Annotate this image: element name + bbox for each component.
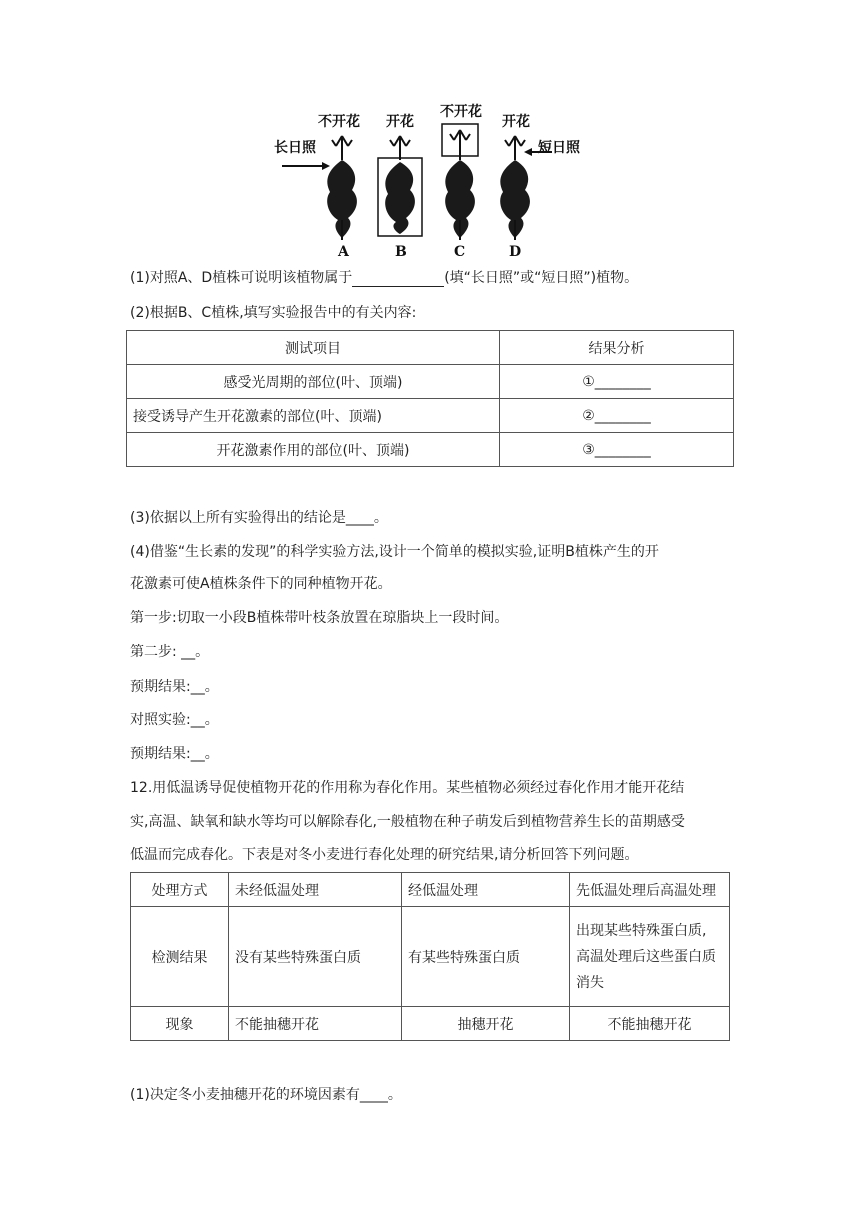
question-12-line3 — [130, 840, 730, 870]
q1-prefix: (1)对照A、D植株可说明该植物属于 — [130, 270, 353, 286]
step-one-text: 第一步:切取一小段B植株带叶枝条放置在琼脂块上一段时间。 — [130, 610, 509, 626]
question-4-line1 — [130, 537, 730, 567]
table-row — [131, 907, 730, 1007]
table-header-row — [131, 873, 730, 907]
header-cold-then-heat: 先低温处理后高温处理 — [570, 873, 730, 907]
q12-line3-text: 低温而完成春化。下表是对冬小麦进行春化处理的研究结果,请分析回答下列问题。 — [130, 847, 639, 863]
expected-result-1 — [130, 672, 730, 702]
plant-b — [378, 136, 422, 236]
q4-line1-text: (4)借鉴“生长素的发现”的科学实验方法,设计一个简单的模拟实验,证明B植株产生的开 — [130, 544, 659, 560]
table-row — [131, 1007, 730, 1041]
row2-answer: ②________ — [500, 399, 734, 433]
step-two — [130, 637, 730, 667]
q12-line1-text: 12.用低温诱导促使植物开花的作用称为春化作用。某些植物必须经过春化作用才能开花结 — [130, 780, 685, 796]
table-row — [127, 399, 734, 433]
table-header-row — [127, 331, 734, 365]
experiment-report-table — [126, 330, 734, 467]
plant-photoperiod-figure — [270, 100, 590, 260]
plant-a — [327, 136, 357, 240]
detect-cold: 有某些特殊蛋白质 — [402, 907, 570, 1007]
step-one — [130, 603, 730, 633]
short-day-label: 短日照 — [538, 140, 580, 156]
header-test-item: 测试项目 — [127, 331, 500, 365]
label-c-top: 不开花 — [440, 104, 482, 120]
label-d-top: 开花 — [502, 114, 530, 130]
step-two-text: 第二步: __。 — [130, 644, 210, 660]
header-no-cold: 未经低温处理 — [229, 873, 402, 907]
question-12-line2 — [130, 807, 730, 837]
letter-d: D — [509, 244, 522, 260]
row2-item: 接受诱导产生开花激素的部位(叶、顶端) — [127, 399, 500, 433]
header-cold: 经低温处理 — [402, 873, 570, 907]
control-experiment-text: 对照实验:__。 — [130, 712, 219, 728]
label-b-top: 开花 — [386, 114, 414, 130]
q1-suffix: (填“长日照”或“短日照”)植物。 — [444, 270, 639, 286]
detect-cold-then-heat-line3: 消失 — [576, 974, 604, 991]
detect-label: 检测结果 — [131, 907, 229, 1007]
detect-no-cold: 没有某些特殊蛋白质 — [229, 907, 402, 1007]
label-a-top: 不开花 — [318, 114, 360, 130]
expected-result-2 — [130, 739, 730, 769]
expected-result-1-text: 预期结果:__。 — [130, 679, 219, 695]
row3-item: 开花激素作用的部位(叶、顶端) — [127, 433, 500, 467]
question-12-1 — [130, 1080, 730, 1110]
expected-result-2-text: 预期结果:__。 — [130, 746, 219, 762]
phen-cold-then-heat: 不能抽穗开花 — [570, 1007, 730, 1041]
phenomenon-label: 现象 — [131, 1007, 229, 1041]
table-row — [127, 433, 734, 467]
detect-cold-then-heat-line2: 高温处理后这些蛋白质 — [576, 948, 716, 965]
question-1 — [130, 263, 730, 293]
detect-cold-then-heat-line1: 出现某些特殊蛋白质, — [576, 922, 707, 939]
vernalization-table — [130, 872, 730, 1041]
q1-blank — [352, 270, 444, 287]
question-4-line2 — [130, 569, 730, 599]
row1-item: 感受光周期的部位(叶、顶端) — [127, 365, 500, 399]
question-3 — [130, 503, 730, 533]
row3-answer: ③________ — [500, 433, 734, 467]
long-day-arrow — [282, 162, 330, 170]
phen-no-cold: 不能抽穗开花 — [229, 1007, 402, 1041]
q12-1-text: (1)决定冬小麦抽穗开花的环境因素有____。 — [130, 1087, 402, 1103]
question-2-intro — [130, 298, 730, 328]
q3-text: (3)依据以上所有实验得出的结论是____。 — [130, 510, 388, 526]
table-row — [127, 365, 734, 399]
long-day-label: 长日照 — [274, 140, 316, 156]
q4-line2-text: 花激素可使A植株条件下的同种植物开花。 — [130, 576, 392, 592]
phen-cold: 抽穗开花 — [402, 1007, 570, 1041]
control-experiment — [130, 705, 730, 735]
header-result: 结果分析 — [500, 331, 734, 365]
letter-c: C — [454, 244, 466, 260]
plant-c — [442, 124, 478, 240]
header-treatment: 处理方式 — [131, 873, 229, 907]
q12-line2-text: 实,高温、缺氧和缺水等均可以解除春化,一般植物在种子萌发后到植物营养生长的苗期感受 — [130, 814, 685, 830]
letter-b: B — [395, 244, 407, 260]
row1-answer: ①________ — [500, 365, 734, 399]
q2-intro-text: (2)根据B、C植株,填写实验报告中的有关内容: — [130, 305, 417, 321]
question-12-line1 — [130, 773, 730, 803]
detect-cold-then-heat — [570, 907, 730, 1007]
letter-a: A — [338, 244, 349, 260]
